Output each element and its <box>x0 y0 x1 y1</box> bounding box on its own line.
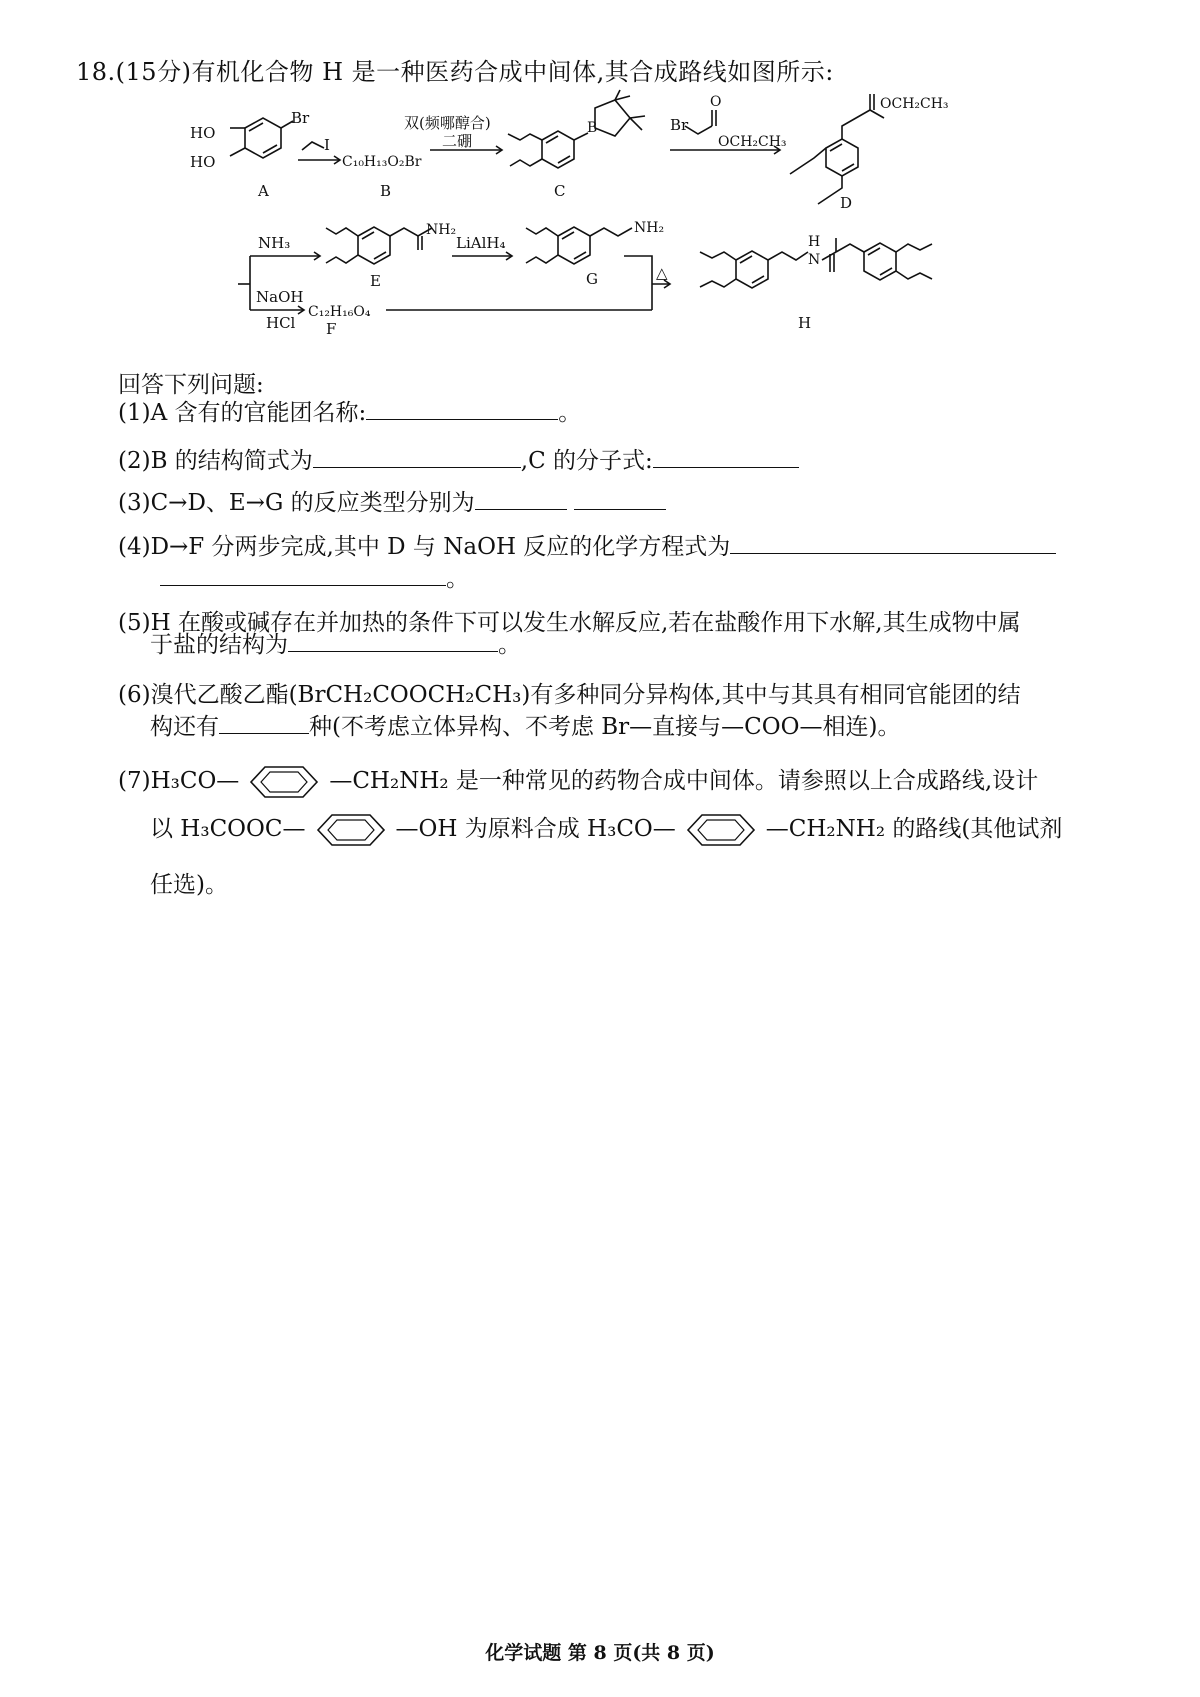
compound-a-structure <box>230 118 293 158</box>
q7-text-line3: 任选)。 <box>150 872 228 898</box>
question-heading <box>76 52 834 87</box>
reagent-nh3: NH₃ <box>258 234 291 252</box>
q1-text: (1)A 含有的官能团名称: <box>118 400 367 426</box>
compound-e-structure <box>326 227 432 264</box>
reagent-lialh4: LiAlH₄ <box>456 234 506 252</box>
formula-b: C₁₀H₁₃O₂Br <box>342 154 422 170</box>
a-ho-1: HO <box>190 124 216 142</box>
question-6-continued <box>150 708 900 741</box>
q7-text-line2c: —CH₂NH₂ 的路线(其他试剂 <box>765 816 1063 842</box>
benzene-ring-icon <box>306 810 396 850</box>
question-4-continued <box>160 560 469 593</box>
question-7 <box>118 762 1038 802</box>
reagent-bc-top: 双(频哪醇合) <box>404 114 491 132</box>
q5-text-line1: (5)H 在酸或碱存在并加热的条件下可以发生水解反应,若在盐酸作用下水解,其生成物中属 <box>118 610 1021 636</box>
reagent-cd-br: Br <box>670 116 689 134</box>
question-score: (15分) <box>115 58 192 86</box>
synthesis-route-scheme <box>190 88 1070 350</box>
label-g: G <box>586 270 598 288</box>
reagent-hcl: HCl <box>266 314 296 332</box>
a-br: Br <box>291 109 310 127</box>
label-a: A <box>258 182 269 200</box>
q3-text: (3)C→D、E→G 的反应类型分别为 <box>118 490 475 516</box>
formula-f: C₁₂H₁₆O₄ <box>308 304 371 320</box>
boron-label: B <box>587 120 598 136</box>
compound-d-structure <box>790 94 884 204</box>
q4-end: 。 <box>446 566 469 592</box>
reagent-cd-oet: OCH₂CH₃ <box>718 134 787 150</box>
label-d: D <box>840 194 853 212</box>
compound-g-structure <box>526 227 632 264</box>
reagent-bc-bottom: 二硼 <box>442 132 473 150</box>
question-7-line3 <box>150 866 228 899</box>
h-n: N <box>808 252 821 268</box>
label-f: F <box>326 320 337 338</box>
answer-prompt: 回答下列问题: <box>118 372 264 398</box>
question-1 <box>118 394 581 432</box>
q3-answer-blank-2[interactable] <box>574 485 666 510</box>
label-e: E <box>370 272 381 290</box>
e-nh2: NH₂ <box>426 222 457 238</box>
question-number: 18. <box>76 58 116 86</box>
arrow-to-h <box>386 256 670 310</box>
arrow-a-to-b <box>298 142 340 164</box>
label-h: H <box>798 314 812 332</box>
q6-text-line2b: 种(不考虑立体异构、不考虑 Br—直接与—COO—相连)。 <box>309 714 901 740</box>
q7-text-line2a: 以 H₃COOC— <box>150 816 306 842</box>
page-footer: 化学试题 第 8 页(共 8 页) <box>485 1642 715 1664</box>
q2-text: (2)B 的结构简式为 <box>118 448 313 474</box>
question-7-line2 <box>150 810 1062 850</box>
q7-text-line1b: —CH₂NH₂ 是一种常见的药物合成中间体。请参照以上合成路线,设计 <box>329 768 1039 794</box>
q7-text-line2b: —OH 为原料合成 H₃CO— <box>395 816 676 842</box>
q4-text: (4)D→F 分两步完成,其中 D 与 NaOH 反应的化学方程式为 <box>118 534 731 560</box>
question-stem: 有机化合物 H 是一种医药合成中间体,其合成路线如图所示: <box>191 58 834 86</box>
q5-answer-blank[interactable] <box>288 627 498 652</box>
q2-text-mid: ,C 的分子式: <box>520 448 653 474</box>
reagent-naoh: NaOH <box>256 288 304 306</box>
h-h: H <box>808 234 821 250</box>
q7-text-line1a: (7)H₃CO— <box>118 768 240 794</box>
question-2 <box>118 442 799 480</box>
q4-answer-blank-1[interactable] <box>730 529 1056 554</box>
arrow-e-to-g <box>452 252 512 260</box>
q2-answer-blank-2[interactable] <box>653 443 799 468</box>
q4-answer-blank-2[interactable] <box>160 561 446 586</box>
q2-answer-blank-1[interactable] <box>313 443 521 468</box>
q5-end: 。 <box>498 632 521 658</box>
compound-c-structure <box>508 90 645 168</box>
ethyl-iodide-i: I <box>324 136 330 154</box>
reagent-cd-o: O <box>710 94 722 110</box>
q3-answer-blank-1[interactable] <box>475 485 567 510</box>
label-b: B <box>380 182 392 200</box>
q5-text-line2: 于盐的结构为 <box>150 632 288 658</box>
d-oet: OCH₂CH₃ <box>880 96 949 112</box>
question-5-continued <box>150 626 521 659</box>
heat-symbol: △ <box>656 264 668 282</box>
label-c: C <box>554 182 566 200</box>
question-3 <box>118 484 666 522</box>
q6-text-line1: (6)溴代乙酸乙酯(BrCH₂COOCH₂CH₃)有多种同分异构体,其中与其具有相同官能团的结 <box>118 682 1021 708</box>
q6-answer-blank[interactable] <box>219 709 309 734</box>
q6-text-line2a: 构还有 <box>150 714 219 740</box>
q1-end: 。 <box>558 400 582 426</box>
benzene-ring-icon <box>239 762 329 802</box>
a-ho-2: HO <box>190 153 216 171</box>
g-nh2: NH₂ <box>634 220 665 236</box>
benzene-ring-icon <box>676 810 766 850</box>
q1-answer-blank[interactable] <box>366 395 558 420</box>
